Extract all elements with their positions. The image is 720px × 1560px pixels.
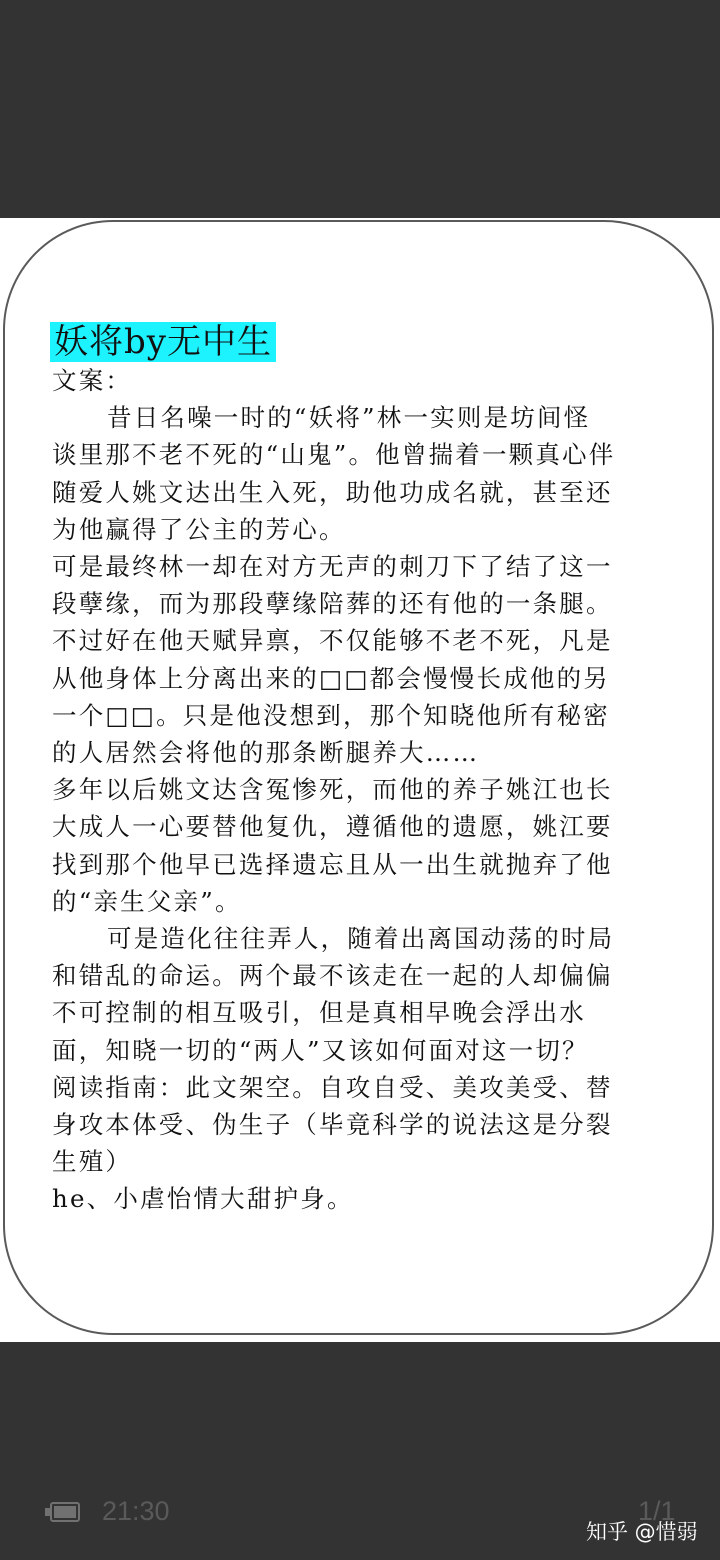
text-line: 一个□□。只是他没想到，那个知晓他所有秘密: [52, 700, 610, 730]
document-body: [52, 362, 652, 1218]
text-line: 不可控制的相互吸引，但是真相早晚会浮出水: [52, 998, 586, 1028]
status-bar: [0, 1342, 720, 1560]
text-line: 可是最终林一却在对方无声的刺刀下了结了这一: [52, 552, 613, 582]
page-indicator: 1/1: [638, 1496, 676, 1526]
text-line: 可是造化往往弄人，随着出离国动荡的时局: [107, 924, 615, 954]
text-line: 的人居然会将他的那条断腿养大……: [52, 738, 480, 768]
text-line: 的“亲生父亲”。: [52, 886, 242, 916]
text-line: 谈里那不老不死的“山鬼”。他曾揣着一颗真心伴: [52, 440, 616, 470]
document-page[interactable]: [0, 218, 720, 1342]
document-title: 妖将by无中生: [50, 322, 276, 362]
text-line: 阅读指南：此文架空。自攻自受、美攻美受、替: [52, 1072, 613, 1102]
text-line: 找到那个他早已选择遗忘且从一出生就抛弃了他: [52, 849, 613, 879]
text-line: 生殖）: [52, 1147, 133, 1177]
watermark: 知乎 @惜弱: [586, 1520, 698, 1544]
top-dark-band: [0, 0, 720, 218]
text-line: 身攻本体受、伪生子（毕竟科学的说法这是分裂: [52, 1110, 613, 1140]
battery-icon: [44, 1500, 84, 1526]
text-line: he、小虐怡情大甜护身。: [52, 1184, 354, 1214]
text-line: 面，知晓一切的“两人”又该如何面对这一切？: [52, 1035, 589, 1065]
text-line: 随爱人姚文达出生入死，助他功成名就，甚至还: [52, 477, 613, 507]
status-time: 21:30: [102, 1496, 170, 1526]
text-line: 从他身体上分离出来的□□都会慢慢长成他的另: [52, 663, 610, 693]
text-line: 昔日名噪一时的“妖将”林一实则是坊间怪: [107, 403, 591, 433]
text-line: 文案：: [52, 366, 133, 395]
text-line: 和错乱的命运。两个最不该走在一起的人却偏偏: [52, 961, 613, 991]
text-line: 不过好在他天赋异禀，不仅能够不老不死，凡是: [52, 626, 613, 656]
text-line: 为他赢得了公主的芳心。: [52, 514, 346, 544]
text-line: 多年以后姚文达含冤惨死，而他的养子姚江也长: [52, 775, 613, 805]
text-line: 段孽缘，而为那段孽缘陪葬的还有他的一条腿。: [52, 589, 613, 619]
document-content: [52, 322, 652, 1218]
text-line: 大成人一心要替他复仇，遵循他的遗愿，姚江要: [52, 812, 613, 842]
